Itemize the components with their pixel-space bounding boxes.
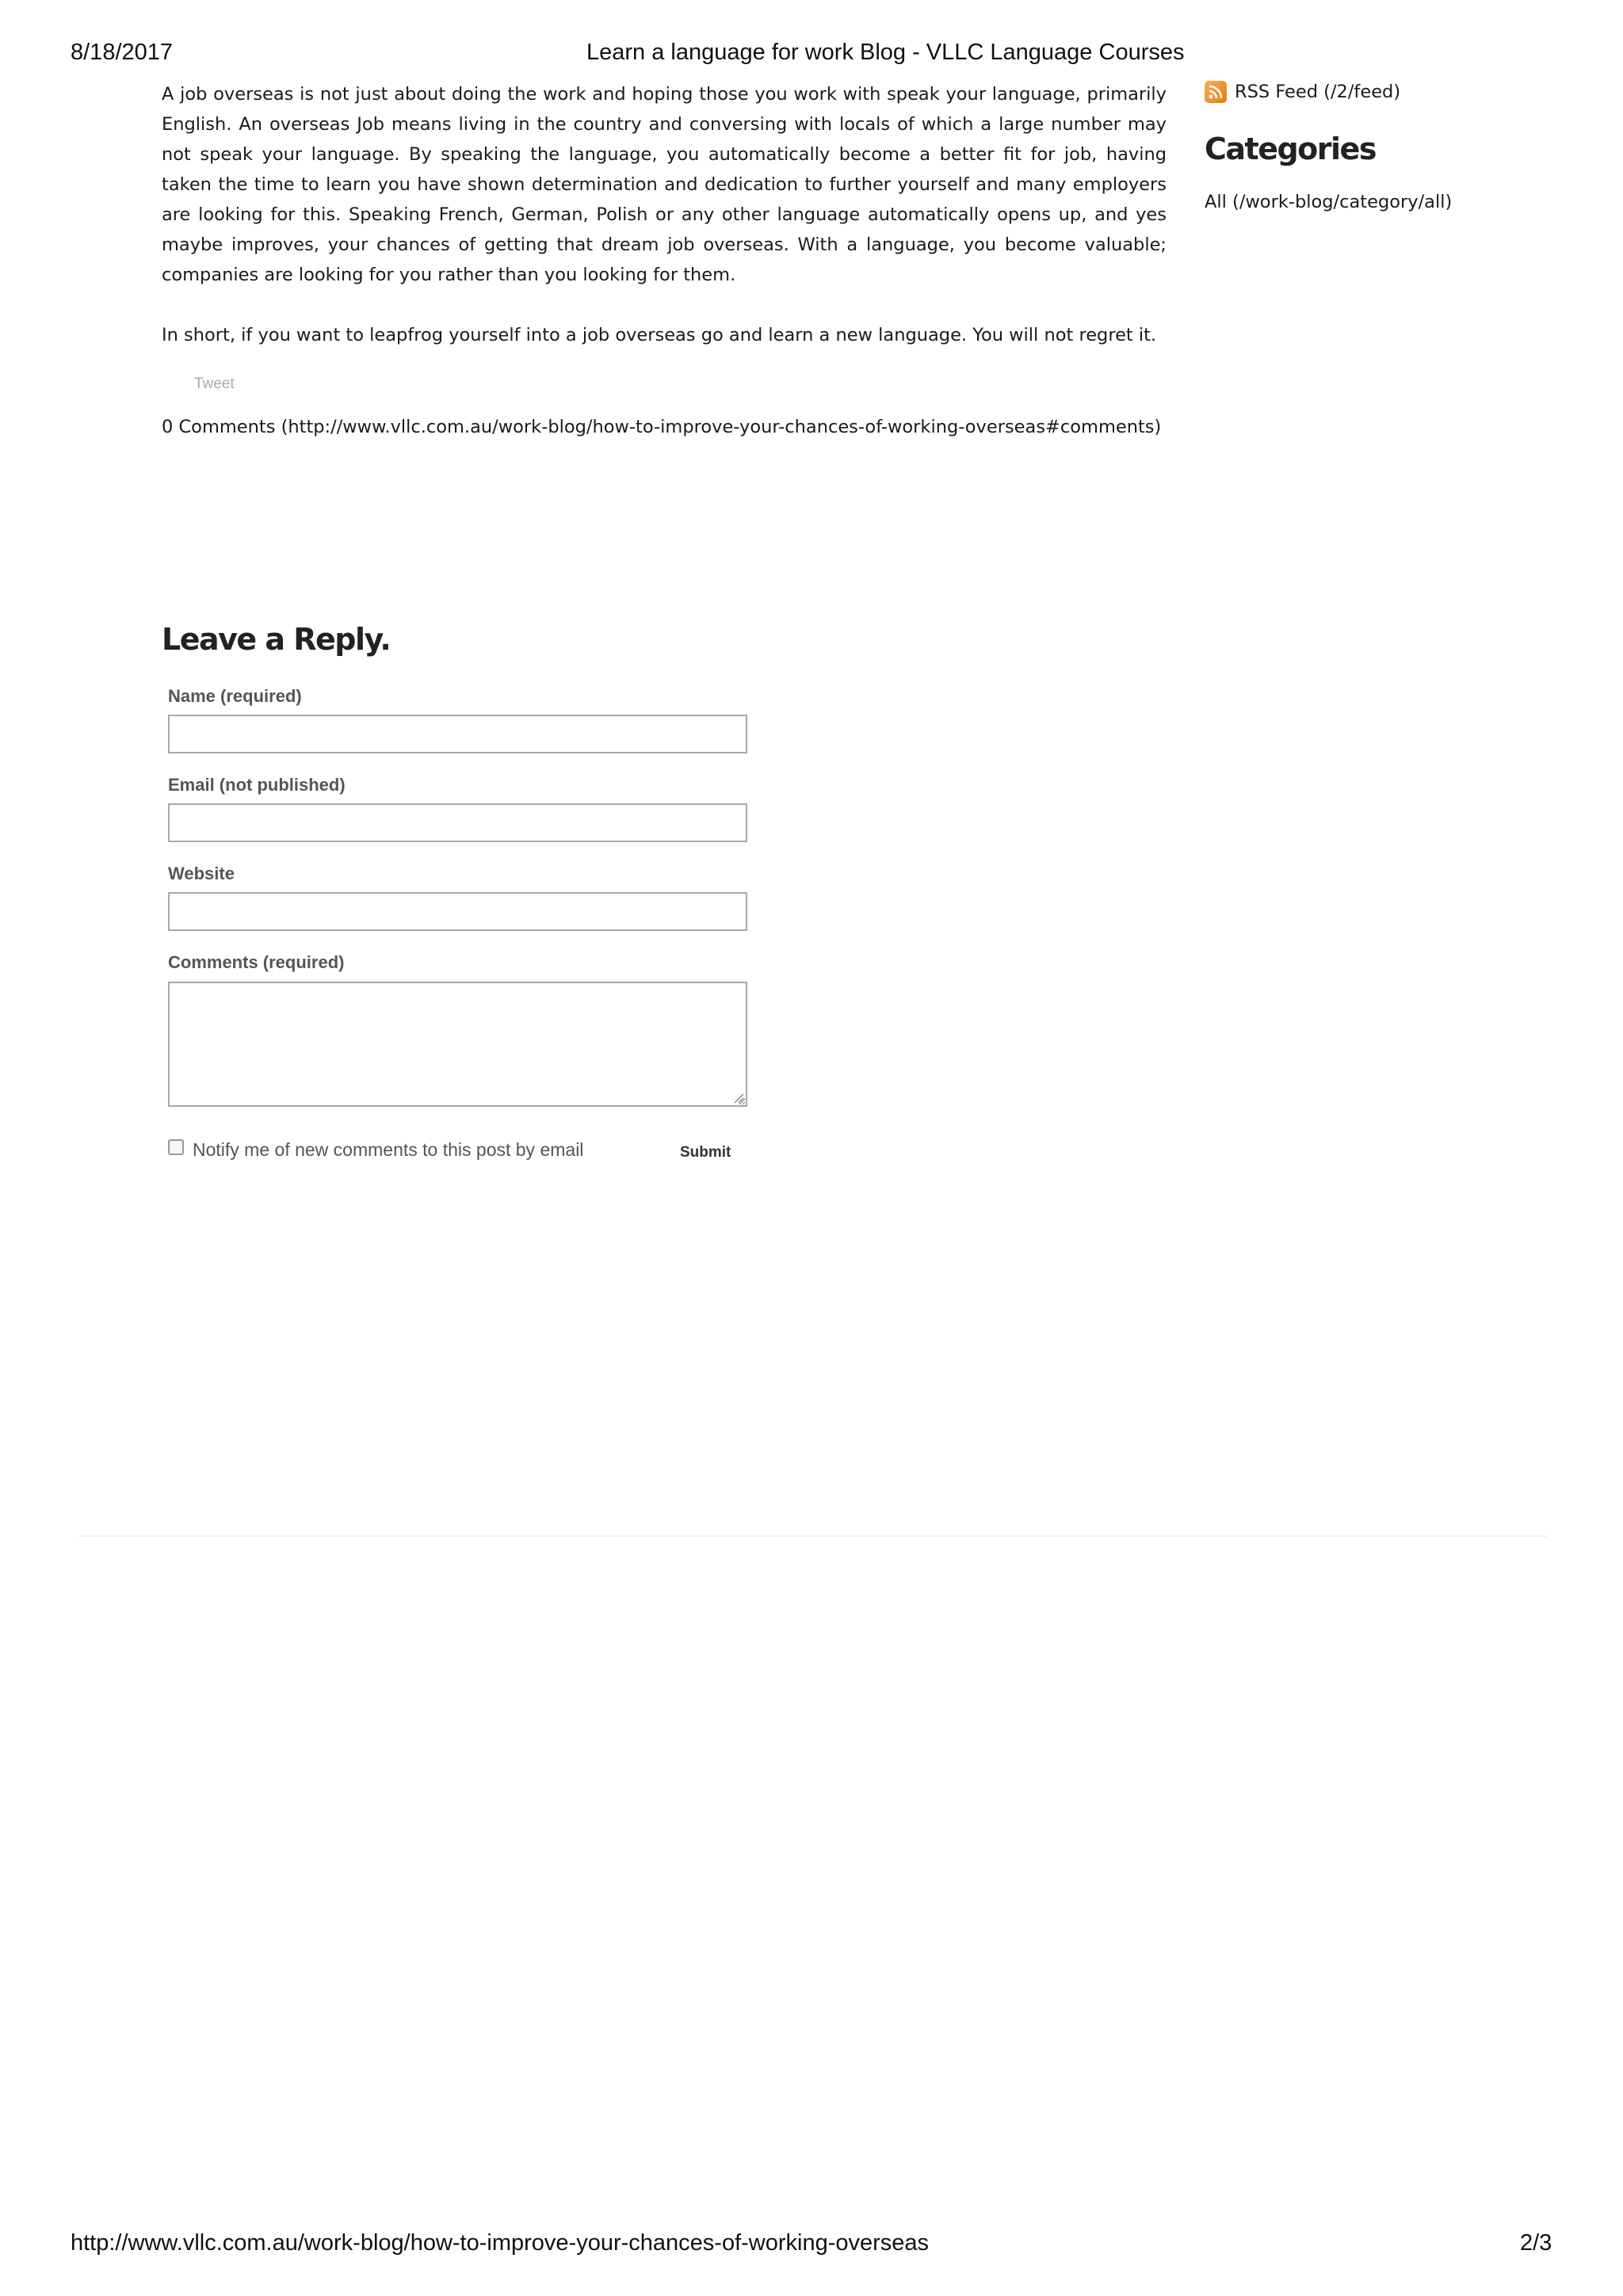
post-paragraph: In short, if you want to leapfrog yourself into a job overseas go and learn a new language. You will not regret it. bbox=[162, 325, 1157, 345]
comments-textarea[interactable] bbox=[168, 982, 747, 1107]
submit-button[interactable]: Submit bbox=[680, 1144, 731, 1161]
print-page-number: 2/3 bbox=[1520, 2230, 1552, 2256]
print-page-title: Learn a language for work Blog - VLLC Language Courses bbox=[586, 40, 1185, 65]
name-input[interactable] bbox=[168, 715, 747, 753]
footer-divider bbox=[79, 1535, 1547, 1537]
tweet-button[interactable]: Tweet bbox=[194, 376, 235, 392]
comments-label: Comments (required) bbox=[168, 952, 345, 972]
category-link-all[interactable]: All (/work-blog/category/all) bbox=[1205, 192, 1453, 212]
website-label: Website bbox=[168, 864, 235, 883]
rss-feed-row[interactable] bbox=[1205, 81, 1400, 103]
reply-heading: Leave a Reply. bbox=[162, 622, 391, 657]
categories-heading: Categories bbox=[1205, 132, 1376, 166]
notify-checkbox[interactable] bbox=[168, 1139, 184, 1155]
name-label: Name (required) bbox=[168, 686, 302, 706]
post-body bbox=[162, 79, 1167, 350]
rss-feed-link[interactable]: RSS Feed (/2/feed) bbox=[1235, 82, 1401, 102]
rss-feed-icon bbox=[1205, 81, 1227, 103]
print-date: 8/18/2017 bbox=[71, 40, 174, 65]
website-input[interactable] bbox=[168, 892, 747, 931]
comments-count-link[interactable]: 0 Comments (http://www.vllc.com.au/work-blog/how-to-improve-your-chances-of-working-overseas#comments) bbox=[162, 417, 1162, 437]
print-url: http://www.vllc.com.au/work-blog/how-to-improve-your-chances-of-working-overseas bbox=[71, 2230, 930, 2256]
email-label: Email (not published) bbox=[168, 775, 346, 795]
notify-label: Notify me of new comments to this post by email bbox=[193, 1139, 584, 1160]
post-paragraph: A job overseas is not just about doing the work and hoping those you work with speak your language, primarily English. An overseas Job means living in the country and conversing with locals of which a large number may not speak your language. By speaking the language, you automatically become a better fit for job, having taken the time to learn you have shown determination and dedication to further yourself and many employers are looking for this. Speaking French, German, Polish or any other language automatically opens up, and yes maybe improves, your chances of getting that dream job overseas. With a language, you become valuable; companies are looking for you rather than you looking for them. bbox=[162, 84, 1167, 285]
email-input[interactable] bbox=[168, 803, 747, 842]
